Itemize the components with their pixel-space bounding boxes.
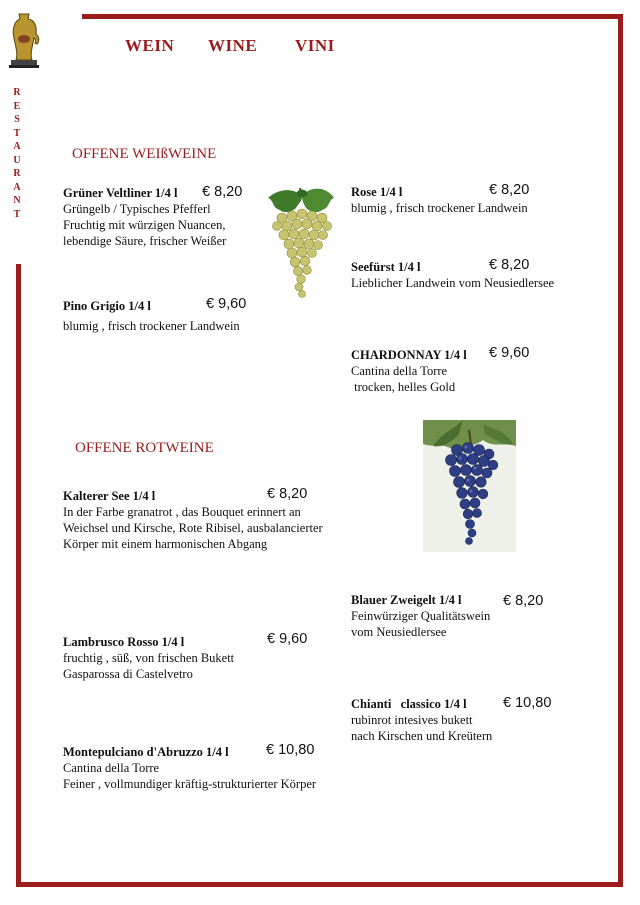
wine-description: Cantina della Torre: [63, 761, 160, 775]
red-grapes-image-icon: [423, 420, 516, 552]
wine-price: € 8,20: [489, 257, 530, 273]
heading-vini: VINI: [295, 36, 335, 55]
section-title-red-wines: OFFENE ROTWEINE: [75, 440, 214, 456]
heading-wine: WINE: [208, 36, 258, 55]
frame-right-border: [618, 14, 623, 887]
wine-price: € 10,80: [266, 742, 315, 758]
frame-left-border: [16, 264, 21, 887]
wine-jug-logo-icon: [6, 10, 42, 70]
wine-item-blauer-zweigelt: [351, 592, 490, 640]
wine-description: fruchtig , süß, von frischen Bukett: [63, 651, 235, 665]
wine-name: Rose 1/4 l: [351, 185, 403, 199]
wine-name: CHARDONNAY 1/4 l: [351, 348, 467, 362]
wine-price: € 8,20: [489, 182, 530, 198]
side-restaurant-label: R E S T A U R A N T: [13, 87, 21, 220]
wine-description: In der Farbe granatrot , das Bouquet erinnert an: [63, 505, 301, 519]
heading-wein: WEIN: [125, 36, 175, 55]
wine-price: € 8,20: [202, 184, 243, 200]
wine-name: Blauer Zweigelt 1/4 l: [351, 593, 462, 607]
wine-description: Fruchtig mit würzigen Nuancen,: [63, 218, 226, 232]
frame-bottom-border: [16, 882, 623, 887]
wine-description: Feiner , vollmundiger kräftig-strukturierter Körper: [63, 777, 317, 791]
wine-name: Chianti classico 1/4 l: [351, 697, 467, 711]
wine-price: € 9,60: [267, 631, 308, 647]
wine-description: Grüngelb / Typisches Pfefferl: [63, 202, 211, 216]
wine-description: Feinwürziger Qualitätswein: [351, 609, 491, 623]
wine-description: Weichsel und Kirsche, Rote Ribisel, ausbalancierter: [63, 521, 323, 535]
wine-description: Cantina della Torre: [351, 364, 448, 378]
wine-item-lambrusco-rosso: [63, 634, 234, 682]
white-grapes-image-icon: [262, 184, 342, 302]
wine-name: Kalterer See 1/4 l: [63, 489, 156, 503]
wine-price: € 9,60: [206, 296, 247, 312]
wine-price: € 8,20: [503, 593, 544, 609]
wine-price: € 10,80: [503, 695, 552, 711]
wine-description: nach Kirschen und Kreütern: [351, 729, 493, 743]
wine-name: Grüner Veltliner 1/4 l: [63, 186, 178, 200]
wine-description: vom Neusiedlersee: [351, 625, 447, 639]
wine-description: Lieblicher Landwein vom Neusiedlersee: [351, 276, 555, 290]
wine-description: rubinrot intesives bukett: [351, 713, 473, 727]
wine-description: trocken, helles Gold: [351, 380, 456, 394]
wine-name: Seefürst 1/4 l: [351, 260, 421, 274]
wine-description: lebendige Säure, frischer Weißer: [63, 234, 227, 248]
wine-description: blumig , frisch trockener Landwein: [351, 201, 528, 215]
wine-item-chianti-classico: [351, 696, 492, 744]
wine-description: blumig , frisch trockener Landwein: [63, 319, 240, 333]
wine-name: Pino Grigio 1/4 l: [63, 299, 151, 313]
wine-price: € 9,60: [489, 345, 530, 361]
wine-description: Gasparossa di Castelvetro: [63, 667, 193, 681]
frame-top-border: [82, 14, 623, 19]
section-title-white-wines: OFFENE WEIßWEINE: [72, 146, 217, 162]
wine-price: € 8,20: [267, 486, 308, 502]
wine-description: Körper mit einem harmonischen Abgang: [63, 537, 268, 551]
wine-name: Montepulciano d'Abruzzo 1/4 l: [63, 745, 229, 759]
wine-name: Lambrusco Rosso 1/4 l: [63, 635, 185, 649]
wine-item-chardonnay: [351, 347, 467, 395]
